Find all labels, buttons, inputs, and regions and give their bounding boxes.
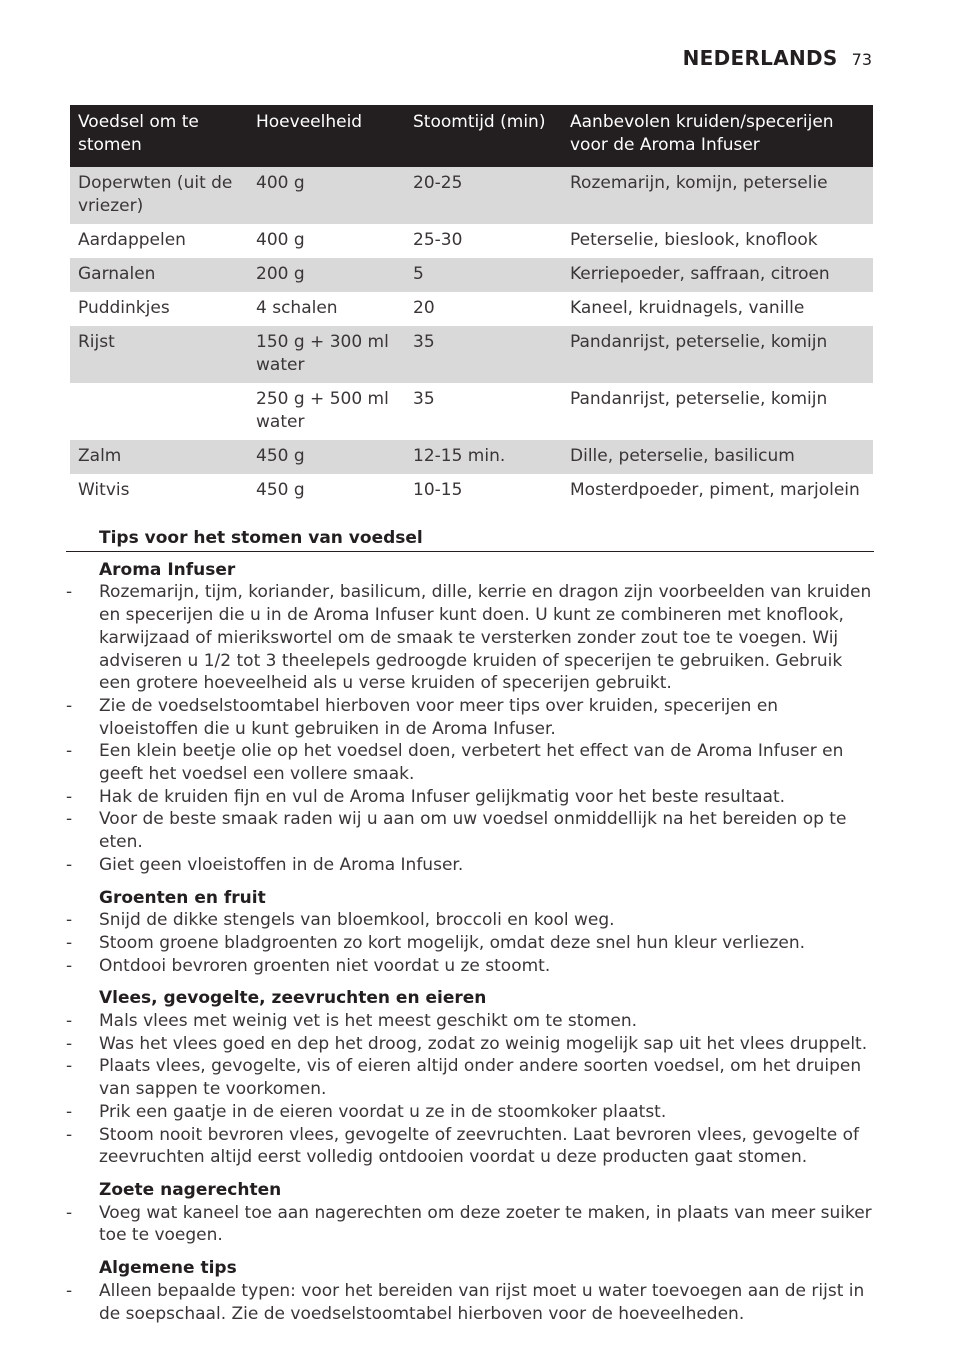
- subsection-title: Algemene tips: [99, 1258, 237, 1279]
- table-cell: 200 g: [248, 258, 405, 292]
- bullet-dash: -: [66, 786, 73, 807]
- bullet-dash: -: [66, 1011, 73, 1032]
- column-header: Voedsel om te stomen: [70, 105, 248, 167]
- table-cell: Puddinkjes: [78, 298, 170, 318]
- table-cell: Witvis: [78, 480, 130, 500]
- table-cell: Garnalen: [70, 258, 248, 292]
- bullet-list: [66, 1280, 874, 1325]
- table-cell: Kerriepoeder, saffraan, citroen: [562, 258, 873, 292]
- table-cell: 150 g + 300 ml water: [248, 326, 405, 383]
- subsection-title: Zoete nagerechten: [99, 1179, 282, 1200]
- list-item-text: Hak de kruiden fijn en vul de Aroma Infuser gelijkmatig voor het beste resultaat.: [99, 786, 786, 807]
- table-row: [70, 258, 873, 292]
- table-cell: Rijst: [70, 326, 248, 383]
- table-cell: 450 g: [256, 480, 305, 500]
- bullet-list: [66, 909, 874, 977]
- bullet-dash: -: [66, 932, 73, 953]
- section-title: Tips voor het stomen van voedsel: [66, 527, 874, 552]
- table-cell: Zalm: [70, 440, 248, 474]
- list-item-text: Plaats vlees, gevogelte, vis of eieren altijd onder andere soorten voedsel, om het druipen van sappen te voorkomen.: [99, 1056, 862, 1100]
- table-cell: 12-15 min.: [405, 440, 562, 474]
- list-item: [66, 932, 874, 955]
- page-header: [683, 46, 872, 70]
- list-item: [66, 1055, 874, 1100]
- column-header: Stoomtijd (min): [405, 105, 562, 167]
- table-row: [70, 292, 873, 326]
- list-item-text: Stoom nooit bevroren vlees, gevogelte of zeevruchten. Laat bevroren vlees, gevogelte of zeevruchten altijd eerst volledig ontdooien voordat u deze producten gaat stomen.: [99, 1124, 859, 1168]
- bullet-dash: -: [66, 1202, 73, 1223]
- bullet-dash: -: [66, 695, 73, 716]
- list-item: [66, 854, 874, 877]
- table-cell: 20-25: [405, 167, 562, 224]
- table-cell: Peterselie, bieslook, knoflook: [570, 230, 818, 250]
- table-cell: Aardappelen: [78, 230, 186, 250]
- list-item-text: Voor de beste smaak raden wij u aan om uw voedsel onmiddellijk na het bereiden op te eten.: [99, 809, 847, 853]
- list-item-text: Mals vlees met weinig vet is het meest geschikt om te stomen.: [99, 1011, 638, 1032]
- table-cell: 400 g: [256, 230, 305, 250]
- list-item: [66, 1101, 874, 1124]
- subsection-title: Aroma Infuser: [99, 559, 236, 580]
- table-cell: 400 g: [248, 167, 405, 224]
- list-item-text: Voeg wat kaneel toe aan nagerechten om deze zoeter te maken, in plaats van meer suiker toe te voegen.: [99, 1202, 872, 1246]
- list-item: [66, 581, 874, 695]
- list-item: [66, 1033, 874, 1056]
- tips-section: [66, 527, 874, 1325]
- table-cell: 4 schalen: [256, 298, 338, 318]
- column-header: Hoeveelheid: [248, 105, 405, 167]
- column-header: Aanbevolen kruiden/specerijen voor de Aroma Infuser: [562, 105, 873, 167]
- list-item-text: Giet geen vloeistoffen in de Aroma Infuser.: [99, 854, 464, 875]
- list-item-text: Prik een gaatje in de eieren voordat u ze in de stoomkoker plaatst.: [99, 1101, 667, 1122]
- table-cell: Pandanrijst, peterselie, komijn: [562, 326, 873, 383]
- subsection-title: Vlees, gevogelte, zeevruchten en eieren: [99, 988, 487, 1009]
- bullet-dash: -: [66, 809, 73, 830]
- table-cell: 5: [405, 258, 562, 292]
- list-item: [66, 1010, 874, 1033]
- table-header-row: [70, 105, 873, 167]
- list-item: [66, 786, 874, 809]
- bullet-dash: -: [66, 1124, 73, 1145]
- table-cell: 35: [405, 326, 562, 383]
- bullet-dash: -: [66, 1101, 73, 1122]
- list-item-text: Zie de voedselstoomtabel hierboven voor meer tips over kruiden, specerijen en vloeistoffen die u kunt gebruiken in de Aroma Infuser.: [99, 695, 779, 739]
- bullet-dash: -: [66, 854, 73, 875]
- table-row: [70, 167, 873, 224]
- table-row: [70, 440, 873, 474]
- list-item-text: Rozemarijn, tijm, koriander, basilicum, dille, kerrie en dragon zijn voorbeelden van kruiden en specerijen die u in de Aroma Infuser kunt doen. U kunt ze combineren met knoflook, karwijzaad of mierikswortel om de smaak te versterken zonder zout toe te voegen. Wij adviseren u 1/2 tot 3 theelepels gedroogde kruiden of specerijen te gebruiken. Gebruik een grotere hoeveelheid als u verse kruiden of specerijen gebruikt.: [99, 582, 872, 694]
- table-row: [70, 224, 873, 258]
- list-item-text: Was het vlees goed en dep het droog, zodat zo weinig mogelijk sap uit het vlees druppelt.: [99, 1033, 868, 1054]
- bullet-list: [66, 1202, 874, 1247]
- list-item: [66, 955, 874, 978]
- list-item-text: Stoom groene bladgroenten zo kort mogelijk, omdat deze snel hun kleur verliezen.: [99, 932, 806, 953]
- table-cell: Doperwten (uit de vriezer): [70, 167, 248, 224]
- page-number: 73: [851, 50, 872, 69]
- bullet-dash: -: [66, 1033, 73, 1054]
- subsection-title: Groenten en fruit: [99, 887, 266, 908]
- bullet-dash: -: [66, 955, 73, 976]
- list-item-text: Alleen bepaalde typen: voor het bereiden van rijst moet u water toevoegen aan de rijst in de soepschaal. Zie de voedselstoomtabel hierboven voor de hoeveelheden.: [99, 1280, 865, 1324]
- bullet-dash: -: [66, 910, 73, 931]
- bullet-dash: -: [66, 1056, 73, 1077]
- list-item-text: Ontdooi bevroren groenten niet voordat u ze stoomt.: [99, 955, 551, 976]
- list-item: [66, 1280, 874, 1325]
- table-cell: 35: [413, 389, 435, 409]
- table-row: [70, 474, 873, 508]
- list-item-text: Een klein beetje olie op het voedsel doen, verbetert het effect van de Aroma Infuser en geeft het voedsel een vollere smaak.: [99, 741, 844, 785]
- list-item: [66, 695, 874, 740]
- table-cell: 20: [413, 298, 435, 318]
- table-cell: 450 g: [248, 440, 405, 474]
- list-item: [66, 1202, 874, 1247]
- bullet-dash: -: [66, 741, 73, 762]
- list-item: [66, 1124, 874, 1169]
- table-cell: 250 g + 500 ml water: [256, 389, 389, 432]
- table-cell: Pandanrijst, peterselie, komijn: [570, 389, 828, 409]
- table-cell: Mosterdpoeder, piment, marjolein: [570, 480, 860, 500]
- table-cell: Kaneel, kruidnagels, vanille: [570, 298, 805, 318]
- bullet-dash: -: [66, 1280, 73, 1301]
- bullet-list: [66, 581, 874, 876]
- table-cell: 10-15: [413, 480, 463, 500]
- bullet-list: [66, 1010, 874, 1169]
- list-item-text: Snijd de dikke stengels van bloemkool, broccoli en kool weg.: [99, 910, 615, 931]
- list-item: [66, 909, 874, 932]
- table-cell: 25-30: [413, 230, 463, 250]
- table-cell: [70, 383, 248, 440]
- list-item: [66, 740, 874, 785]
- steam-table: [70, 105, 873, 508]
- bullet-dash: -: [66, 582, 73, 603]
- language-label: NEDERLANDS: [682, 46, 838, 70]
- table-cell: Rozemarijn, komijn, peterselie: [562, 167, 873, 224]
- list-item: [66, 808, 874, 853]
- table-cell: Dille, peterselie, basilicum: [562, 440, 873, 474]
- table-row: [70, 326, 873, 383]
- table-row: [70, 383, 873, 440]
